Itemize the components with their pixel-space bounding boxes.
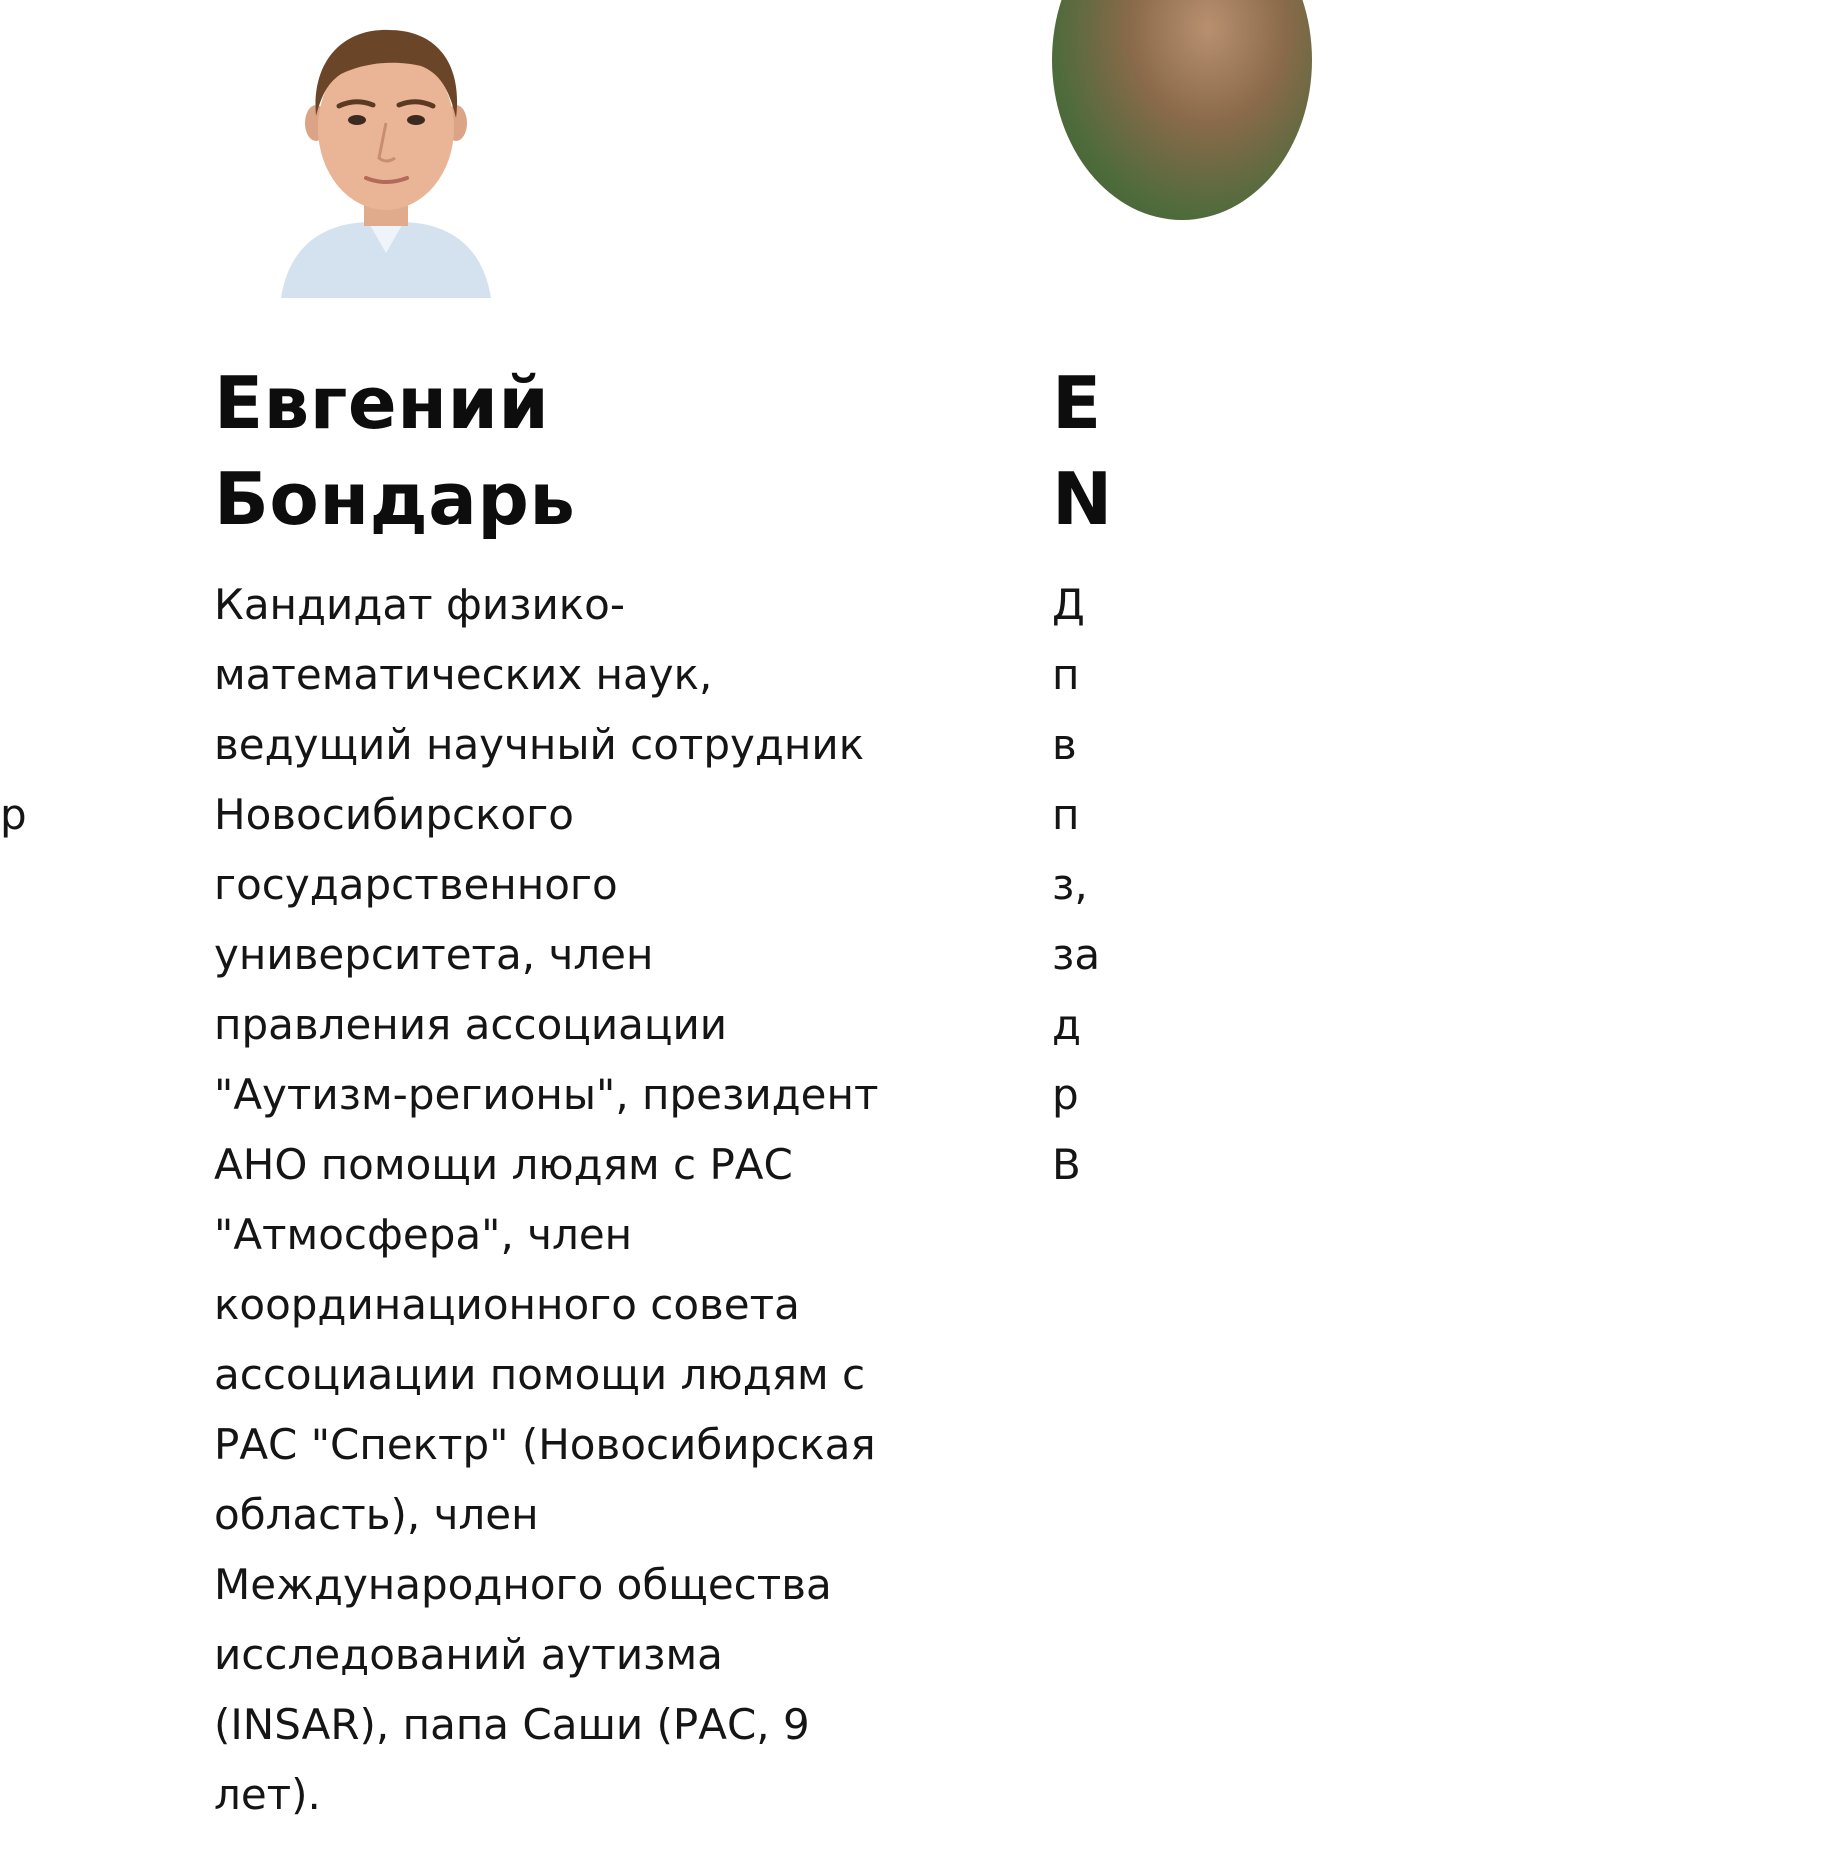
bio-line: Международного общества	[214, 1560, 832, 1609]
member-name-line: Евгений	[214, 361, 550, 445]
bio-line: лет).	[214, 1770, 321, 1819]
bio-line: Новосибирского	[214, 790, 574, 839]
bio-line: область), член	[214, 1490, 539, 1539]
member-name-line: Бондарь	[214, 457, 576, 541]
avatar	[271, 18, 501, 298]
member-bio	[214, 570, 974, 1830]
bio-line: правления ассоциации	[214, 1000, 728, 1049]
bio-line: университета, член	[214, 930, 654, 979]
bio-line: исследований аутизма	[214, 1630, 723, 1679]
bio-line: д	[1052, 1000, 1082, 1049]
member-name-line: N	[1052, 457, 1113, 541]
bio-line: п	[1052, 790, 1080, 839]
bio-line: математических наук,	[214, 650, 713, 699]
next-avatar	[1052, 0, 1312, 220]
bio-line: за	[1052, 930, 1101, 979]
bio-line: Д	[1052, 580, 1085, 629]
bio-line: (INSAR), папа Саши (РАС, 9	[214, 1700, 810, 1749]
bio-line: з,	[1052, 860, 1088, 909]
bio-line: государственного	[214, 860, 618, 909]
bio-line: ассоциации помощи людям с	[214, 1350, 866, 1399]
bio-line: "Атмосфера", член	[214, 1210, 633, 1259]
bio-line: ведущий научный сотрудник	[214, 720, 865, 769]
member-name	[214, 355, 575, 547]
next-member-name	[1052, 355, 1113, 547]
bio-line: в	[1052, 720, 1077, 769]
bio-line: "Аутизм-регионы", президент	[214, 1070, 879, 1119]
avatar-photo	[271, 18, 501, 298]
bio-line: Кандидат физико-	[214, 580, 625, 629]
member-name-line: Е	[1052, 361, 1102, 445]
bio-line: РАС "Спектр" (Новосибирская	[214, 1420, 876, 1469]
bio-line: АНО помощи людям с РАС	[214, 1140, 793, 1189]
bio-line: п	[1052, 650, 1080, 699]
previous-card-bio-fragment: р	[0, 790, 27, 839]
next-member-bio	[1052, 570, 1812, 1200]
bio-line: координационного совета	[214, 1280, 800, 1329]
bio-line: В	[1052, 1140, 1081, 1189]
bio-line: р	[1052, 1070, 1079, 1119]
